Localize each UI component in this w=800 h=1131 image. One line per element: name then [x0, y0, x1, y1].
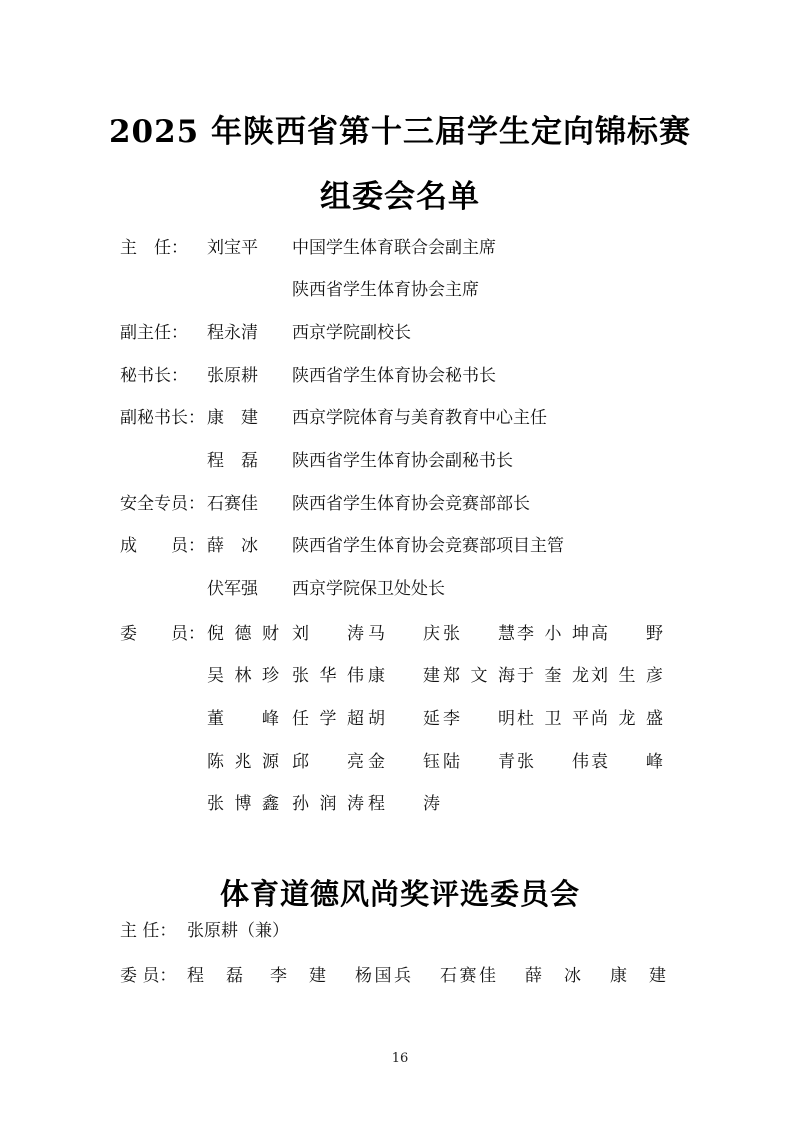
award-members-role: 委 员：: [120, 966, 177, 986]
committee-row: [0, 490, 800, 518]
committee-row: [0, 575, 800, 603]
member-name: 陈兆源: [207, 752, 279, 772]
award-members-row: [0, 962, 800, 990]
member-name: 郑文海: [443, 666, 515, 686]
committee-name: 刘宝平: [207, 238, 258, 258]
member-name: 张博鑫: [207, 794, 279, 814]
committee-row: [0, 447, 800, 475]
committee-name: 张原耕: [207, 366, 258, 386]
member-name: 李小坤: [517, 624, 589, 644]
committee-role: 安全专员：: [120, 494, 205, 514]
members-row: [0, 662, 800, 690]
members-row: [0, 748, 800, 776]
committee-position: 陕西省学生体育协会秘书长: [292, 366, 496, 386]
committee-name: 伏军强: [207, 579, 258, 599]
committee-name: 石赛佳: [207, 494, 258, 514]
member-name: 吴林珍: [207, 666, 279, 686]
committee-row: [0, 362, 800, 390]
member-name: 刘 涛: [292, 624, 364, 644]
committee-position: 陕西省学生体育协会副秘书长: [292, 451, 513, 471]
committee-position: 陕西省学生体育协会竞赛部项目主管: [292, 536, 564, 556]
committee-row: [0, 276, 800, 304]
award-director-role: 主 任：: [120, 921, 177, 941]
award-member-name: 李 建: [270, 966, 326, 986]
member-name: 尚龙盛: [591, 709, 663, 729]
committee-name: 康 建: [207, 408, 258, 428]
member-name: 任学超: [292, 709, 364, 729]
award-member-name: 程 磊: [187, 966, 243, 986]
committee-row: [0, 319, 800, 347]
committee-role: 副秘书长：: [120, 408, 205, 428]
document-subtitle: 组委会名单: [320, 179, 480, 215]
member-name: 胡 延: [368, 709, 440, 729]
member-name: 陆 青: [443, 752, 515, 772]
award-member-name: 薛 冰: [525, 966, 581, 986]
committee-position: 西京学院副校长: [292, 323, 411, 343]
member-name: 孙润涛: [292, 794, 364, 814]
committee-name: 程 磊: [207, 451, 258, 471]
award-member-name: 石赛佳: [440, 966, 496, 986]
committee-role: 主 任：: [120, 238, 188, 258]
member-name: 倪德财: [207, 624, 279, 644]
member-name: 张 伟: [517, 752, 589, 772]
member-name: 程 涛: [368, 794, 440, 814]
member-name: 张华伟: [292, 666, 364, 686]
award-director-row: [0, 917, 800, 945]
member-name: 于奎龙: [517, 666, 589, 686]
member-name: 高 野: [591, 624, 663, 644]
award-director-name: 张原耕（兼）: [187, 921, 289, 941]
member-name: 康 建: [368, 666, 440, 686]
members-role: 委 员：: [120, 624, 205, 644]
committee-position: 西京学院体育与美育教育中心主任: [292, 408, 547, 428]
committee-row: [0, 532, 800, 560]
member-name: 杜卫平: [517, 709, 589, 729]
member-name: 董 峰: [207, 709, 279, 729]
member-name: 邱 亮: [292, 752, 364, 772]
member-name: 张 慧: [443, 624, 515, 644]
members-row: [0, 790, 800, 818]
committee-row: [0, 404, 800, 432]
committee-position: 陕西省学生体育协会主席: [292, 280, 479, 300]
committee-position: 陕西省学生体育协会竞赛部部长: [292, 494, 530, 514]
committee-role: 秘书长：: [120, 366, 188, 386]
member-name: 金 钰: [368, 752, 440, 772]
award-member-name: 康 建: [610, 966, 666, 986]
award-committee-title: 体育道德风尚奖评选委员会: [219, 877, 580, 911]
member-name: 李 明: [443, 709, 515, 729]
committee-role: 成 员：: [120, 536, 205, 556]
committee-name: 薛 冰: [207, 536, 258, 556]
committee-role: 副主任：: [120, 323, 188, 343]
member-name: 袁 峰: [591, 752, 663, 772]
members-row: [0, 620, 800, 648]
members-row: [0, 705, 800, 733]
member-name: 刘生彦: [591, 666, 663, 686]
committee-row: [0, 234, 800, 262]
award-member-name: 杨国兵: [355, 966, 411, 986]
committee-name: 程永清: [207, 323, 258, 343]
page-number: 16: [391, 1051, 409, 1066]
committee-position: 中国学生体育联合会副主席: [292, 238, 496, 258]
member-name: 马 庆: [368, 624, 440, 644]
committee-position: 西京学院保卫处处长: [292, 579, 445, 599]
document-title: 2025 年陕西省第十三届学生定向锦标赛: [108, 114, 692, 150]
